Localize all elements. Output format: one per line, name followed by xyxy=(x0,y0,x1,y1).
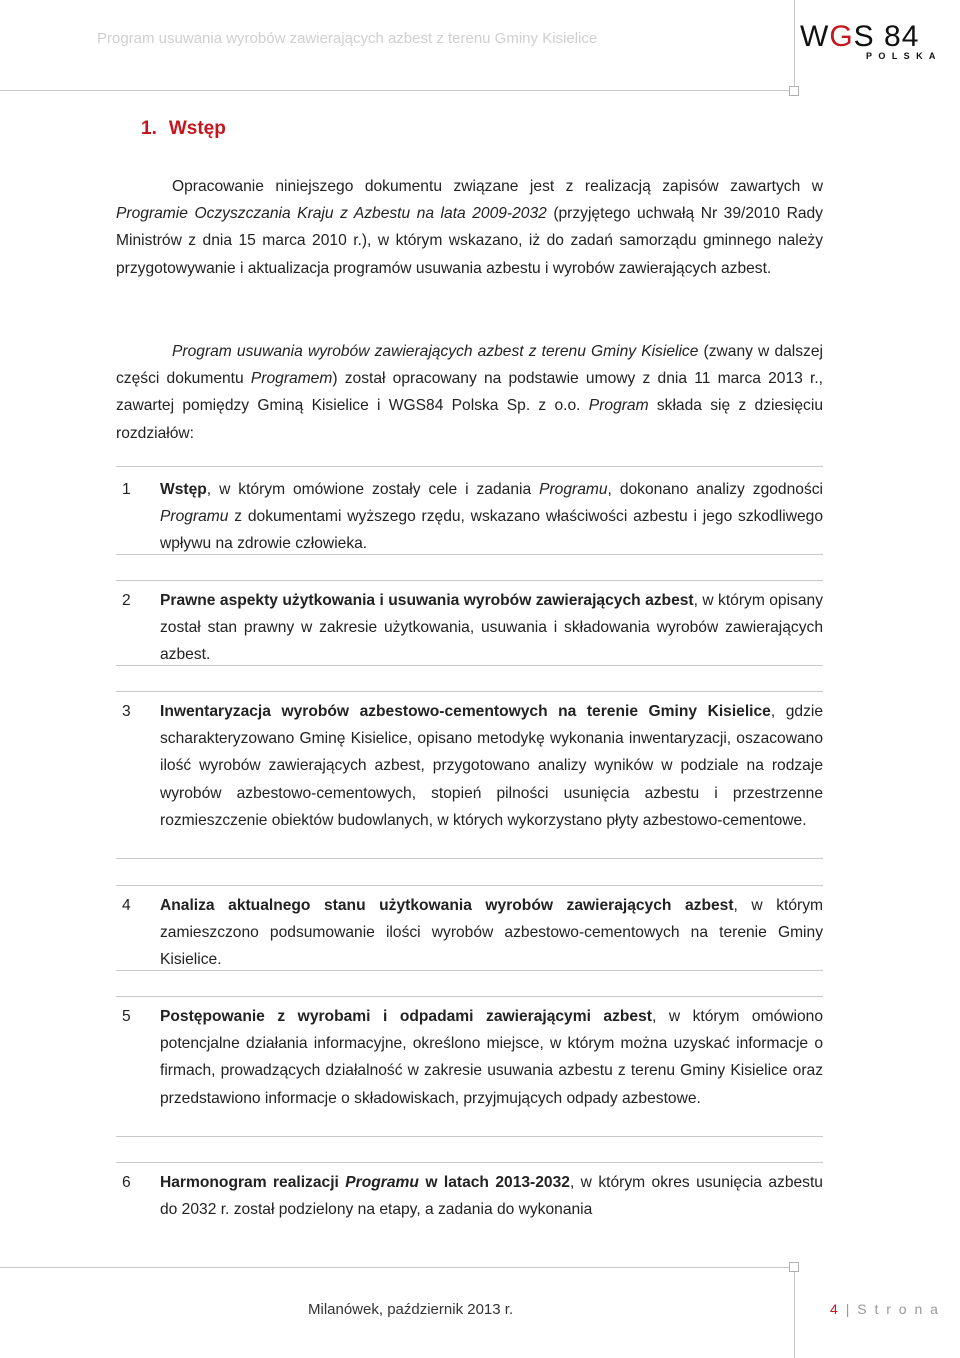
page-label: | S t r o n a xyxy=(845,1301,940,1317)
intro2-italic-program: Program xyxy=(588,397,649,415)
header-title: Program usuwania wyrobów zawierających azbest z terenu Gminy Kisielice xyxy=(97,30,598,47)
intro-paragraph-1 xyxy=(116,173,823,282)
chapter-desc-b: , dokonano analizy zgodności xyxy=(607,481,823,498)
chapter-separator xyxy=(116,691,823,692)
section-title: Wstęp xyxy=(168,118,226,139)
intro2-italic-program-title: Program usuwania wyrobów zawierających azbest z terenu Gminy Kisielice xyxy=(172,343,699,360)
page-number: 4 xyxy=(830,1301,840,1317)
chapter-number: 1 xyxy=(122,481,131,498)
chapter-desc-italic-b: Programu xyxy=(160,508,229,526)
logo-subtitle: P O L S K A xyxy=(866,51,938,61)
logo-letter-g: G xyxy=(829,20,854,53)
chapter-number: 4 xyxy=(122,897,131,914)
chapter-separator xyxy=(116,1162,823,1163)
chapter-desc-a: , w którym okres usunięcia azbestu do 2032 r. został podzielony na etapy, a zadania do wykonania xyxy=(160,1174,823,1219)
chapter-number: 2 xyxy=(122,592,131,609)
chapter-title: Harmonogram realizacji xyxy=(160,1174,346,1191)
intro2-text-b: ) został opracowany na podstawie umowy z dnia 11 marca 2013 r., zawartej pomiędzy Gminą Kisielice i WGS84 Polska Sp. z o.o. xyxy=(116,370,823,415)
chapter-separator xyxy=(116,554,823,555)
header-rule xyxy=(0,90,790,91)
chapter-title: Analiza aktualnego stanu użytkowania wyrobów zawierających azbest xyxy=(160,897,734,914)
intro-paragraph-2 xyxy=(116,338,823,447)
intro1-text-a: Opracowanie niniejszego dokumentu związane jest z realizacją zapisów zawartych w xyxy=(172,178,823,195)
chapter-separator xyxy=(116,996,823,997)
chapter-text xyxy=(160,698,823,834)
logo-s84: S 84 xyxy=(853,20,920,53)
chapter-text xyxy=(160,1169,823,1223)
footer-vertical-rule xyxy=(794,1267,795,1358)
chapter-title: Wstęp xyxy=(160,481,207,498)
chapter-title: Postępowanie z wyrobami i odpadami zawierającymi azbest xyxy=(160,1008,652,1025)
intro2-text-a: (zwany w dalszej części dokumentu xyxy=(116,343,823,388)
chapter-separator xyxy=(116,466,823,467)
chapter-desc-a: , w którym zamieszczono podsumowanie ilości wyrobów azbestowo-cementowych na terenie Gminy Kisielice. xyxy=(160,897,823,969)
chapter-text xyxy=(160,1003,823,1112)
chapter-separator xyxy=(116,665,823,666)
chapter-desc-a: , gdzie scharakteryzowano Gminę Kisielice, opisano metodykę wykonania inwentaryzacji, oszacowano ilość wyrobów zawierających azbest, przygotowano analizy wyników w podziale na rodzaje wyrobów azbestowo-cementowych, stopień pilności usunięcia azbestu i przestrzenne rozmieszczenie obiektów budowlanych, w których wykorzystano płyty azbestowo-cementowe. xyxy=(160,703,823,829)
intro1-text-b: (przyjętego uchwałą Nr 39/2010 Rady Ministrów z dnia 15 marca 2010 r.), w którym wskazano, iż do zadań samorządu gminnego należy przygotowywanie i aktualizacja programów usuwania azbestu i wyrobów zawierających azbest. xyxy=(116,205,823,277)
header-corner-square xyxy=(789,86,799,96)
chapter-number: 5 xyxy=(122,1008,131,1025)
chapter-desc-a: , w którym opisany został stan prawny w zakresie użytkowania, usuwania i składowania wyrobów zawierających azbest. xyxy=(160,592,823,664)
chapter-separator xyxy=(116,1136,823,1137)
chapter-title-b: w latach 2013-2032 xyxy=(418,1174,570,1191)
chapter-title: Inwentaryzacja wyrobów azbestowo-cementowych na terenie Gminy Kisielice xyxy=(160,703,771,720)
footer-rule xyxy=(0,1267,790,1268)
intro2-italic-programem: Programem xyxy=(250,370,333,388)
chapter-desc-a: , w którym omówione zostały cele i zadania xyxy=(206,481,540,498)
chapter-title: Prawne aspekty użytkowania i usuwania wyrobów zawierających azbest xyxy=(160,592,694,609)
wgs84-logo xyxy=(800,18,950,68)
chapter-separator xyxy=(116,580,823,581)
chapter-title-italic: Programu xyxy=(345,1174,419,1191)
chapter-number: 3 xyxy=(122,703,131,720)
chapter-desc-c: z dokumentami wyższego rzędu, wskazano właściwości azbestu i jego szkodliwego wpływu na zdrowie człowieka. xyxy=(160,508,823,553)
chapter-desc-a: , w którym omówiono potencjalne działania informacyjne, określono miejsce, w którym można uzyskać informacje o firmach, prowadzących działalność w zakresie usuwania azbestu z terenu Gminy Kisielice oraz przedstawiono informacje o składowiskach, przyjmujących odpady azbestowe. xyxy=(160,1008,823,1107)
chapter-separator xyxy=(116,970,823,971)
chapter-text xyxy=(160,587,823,669)
chapter-text xyxy=(160,892,823,974)
footer-page-number xyxy=(830,1301,940,1317)
chapter-separator xyxy=(116,885,823,886)
header-vertical-rule xyxy=(794,0,795,92)
chapter-desc-italic-a: Programu xyxy=(539,481,608,498)
logo-letter-w: W xyxy=(800,20,830,53)
section-number: 1. xyxy=(141,118,157,139)
chapter-number: 6 xyxy=(122,1174,131,1191)
intro1-italic-program-name: Programie Oczyszczania Kraju z Azbestu na lata 2009-2032 xyxy=(116,205,547,223)
footer-corner-square xyxy=(789,1262,799,1272)
section-heading xyxy=(141,118,226,140)
intro2-text-c: składa się z dziesięciu rozdziałów: xyxy=(116,397,823,442)
footer-place-date: Milanówek, październik 2013 r. xyxy=(308,1301,514,1318)
chapter-separator xyxy=(116,858,823,859)
chapter-text xyxy=(160,476,823,558)
